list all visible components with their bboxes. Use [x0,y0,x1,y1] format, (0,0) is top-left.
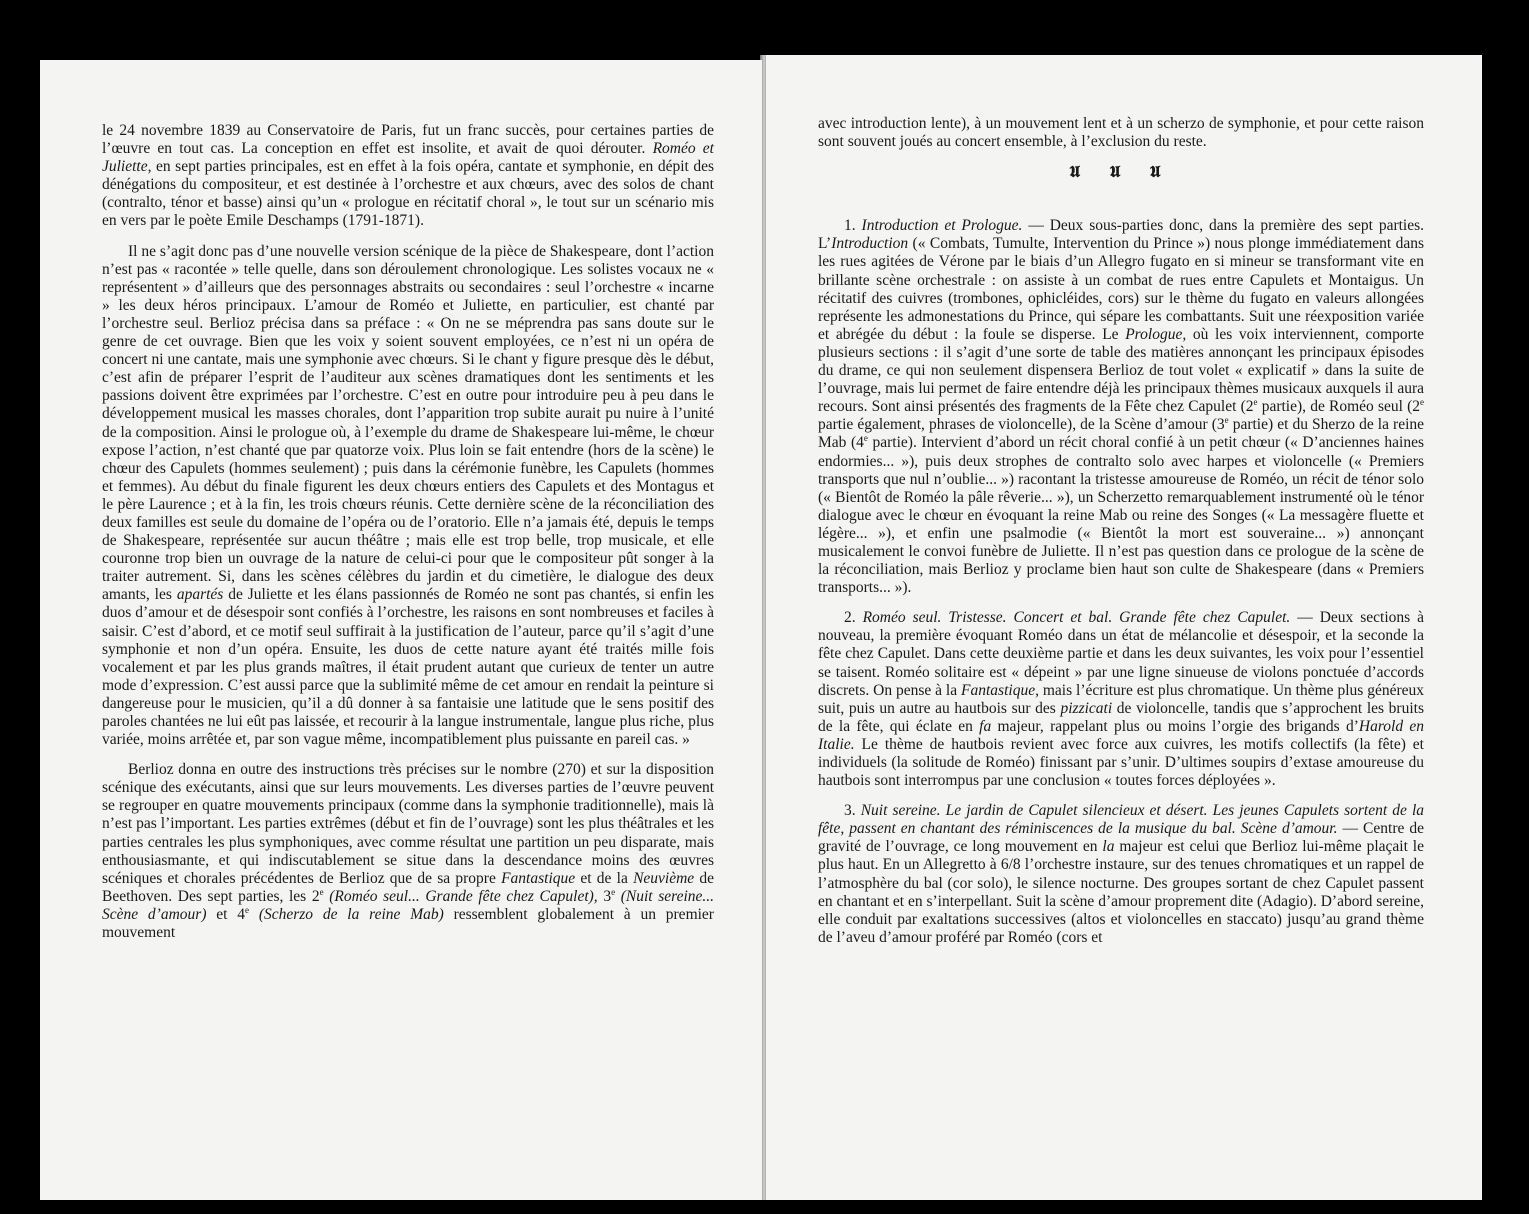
section-2: 2. Roméo seul. Tristesse. Concert et bal. Grande fête chez Capulet. — Deux sections à nouveau, la première évoquant Roméo dans un état de mélancolie et désespoir, et la seconde la fête chez Capulet. Dans cette deuxième partie et dans les deux suivantes, les voix pour l’essentiel se taisent. Roméo solitaire est « dépeint » par une ligne sinueuse de violons ponctuée d’accords discrets. On pense à la Fantastique, mais l’écriture est plus chromatique. Un thème plus généreux suit, puis un autre au hautbois sur des pizzicati de violoncelle, tandis que s’approchent les bruits de la fête, qui éclate en fa majeur, rappelant plus ou moins l’orgie des brigands d’Harold en Italie. Le thème de hautbois revient avec force aux cuivres, les motifs collectifs (la fête) et individuels (la solitude de Roméo) finissant par s’unir. D’ultimes soupirs d’extase amoureuse du hautbois sont interrompus par une conclusion « toutes forces déployées ». [818,609,1425,790]
left-text-column [102,122,714,954]
right-text-column [818,115,1424,959]
paragraph: le 24 novembre 1839 au Conservatoire de Paris, fut un franc succès, pour certaines parties de l’œuvre en tout cas. La conception en effet est insolite, et avait de quoi dérouter. Roméo et Juliette, en sept parties principales, est en effet à la fois opéra, cantate et symphonie, en dépit des dénégations du compositeur, et est destinée à l’orchestre et aux chœurs, avec des solos de chant (contralto, ténor et basse) ainsi qu’un « prologue en récitatif choral », le tout sur un scénario mis en vers par le poète Emile Deschamps (1791-1871). [102,122,715,230]
paragraph: Berlioz donna en outre des instructions très précises sur le nombre (270) et sur la disposition scénique des exécutants, ainsi que sur leurs mouvements. Les diverses parties de l’œuvre peuvent se regrouper en quatre mouvements principaux (comme dans la symphonie traditionnelle), mais là n’est pas l’important. Les parties extrêmes (début et fin de l’ouvrage) sont les plus théâtrales et les parties centrales les plus symphoniques, avec comme résultat une partition un peu disparate, mais enthousiasmante, et qui indiscutablement se situe dans la descendance moins des œuvres scéniques et chorales précédentes de Berlioz que de sa propre Fantastique et de la Neuvième de Beethoven. Des sept parties, les 2e (Roméo seul... Grande fête chez Capulet), 3e (Nuit sereine... Scène d’amour) et 4e (Scherzo de la reine Mab) ressemblent globalement à un premier mouvement [102,761,715,942]
section-3: 3. Nuit sereine. Le jardin de Capulet silencieux et désert. Les jeunes Capulets sortent de la fête, passent en chantant des réminiscences de la musique du bal. Scène d’amour. — Centre de gravité de l’ouvrage, ce long mouvement en la majeur est celui que Berlioz lui-même plaçait le plus haut. En un Allegretto à 6/8 l’orchestre instaure, sur des tenues chromatiques et un rappel de l’atmosphère du bal (cor solo), le silence nocturne. Des groupes sortant de chez Capulet passent en chantant et en s’interpellant. Suit la scène d’amour proprement dite (Adagio). D’abord sereine, elle conduit par exaltations successives (altos et violoncelles en staccato) jusqu’au grand thème de l’aveu d’amour proféré par Roméo (cors et [818,802,1425,946]
paragraph: avec introduction lente), à un mouvement lent et à un scherzo de symphonie, et pour cette raison sont souvent joués au concert ensemble, à l’exclusion du reste. [818,115,1424,151]
section-ornament: 𝖀 𝖀 𝖀 [1069,162,1173,182]
right-page [766,55,1482,1200]
left-page [40,60,762,1200]
section-1: 1. Introduction et Prologue. — Deux sous-parties donc, dans la première des sept parties. L’Introduction (« Combats, Tumulte, Intervention du Prince ») nous plonge immédiatement dans les rues agitées de Vérone par le biais d’un Allegro fugato en si mineur se transformant vite en brillante scène orchestrale : on assiste à un combat de rues entre Capulets et Montaigus. Un récitatif des cuivres (trombones, ophicléides, cors) sur le thème du fugato en valeurs allongées représente les admonestations du Prince, qui sépare les combattants. Suit une réexposition variée et abrégée du début : la foule se disperse. Le Prologue, où les voix interviennent, comporte plusieurs sections : il s’agit d’une sorte de table des matières annonçant les principaux épisodes du drame, ce qui non seulement dispensera Berlioz de tout volet « explicatif » dans la suite de l’ouvrage, mais lui permet de faire entendre déjà les principaux thèmes musicaux auxquels il aura recours. Sont ainsi présentés des fragments de la Fête chez Capulet (2e partie), de Roméo seul (2e partie également, phrases de violoncelle), de la Scène d’amour (3e partie) et du Sherzo de la reine Mab (4e partie). Intervient d’abord un récit choral confié à un petit chœur (« D’anciennes haines endormies... »), puis deux strophes de contralto solo avec harpes et violoncelle (« Premiers transports que nul n’oublie... ») racontant la tristesse amoureuse de Roméo, un récit de ténor solo (« Bientôt de Roméo la pâle rêverie... »), un Scherzetto remarquablement instrumenté où le ténor dialogue avec le chœur en évoquant la reine Mab ou reine des Songes (« La messagère fluette et légère... »), et enfin une psalmodie (« Bientôt la mort est souveraine... ») annonçant musicalement le convoi funèbre de Juliette. Il n’est pas question dans ce prologue de la scène de la réconciliation, mais Berlioz y proclame bien haut son culte de Shakespeare (dans « Premiers transports... »). [818,217,1425,597]
paragraph: Il ne s’agit donc pas d’une nouvelle version scénique de la pièce de Shakespeare, dont l’action n’est pas « racontée » telle quelle, dans son déroulement chronologique. Les solistes vocaux ne « représentent » d’ailleurs que des personnages abstraits ou secondaires : seul l’orchestre « incarne » les deux héros principaux. L’amour de Roméo et Juliette, en particulier, est chanté par l’orchestre seul. Berlioz précisa dans sa préface : « On ne se méprendra pas sans doute sur le genre de cet ouvrage. Bien que les voix y soient souvent employées, ce n’est ni un opéra de concert ni une cantate, mais une symphonie avec chœurs. Si le chant y figure presque dès le début, c’est afin de préparer l’esprit de l’auditeur aux scènes dramatiques dont les sentiments et les passions doivent être exprimées par l’orchestre. C’est en outre pour introduire peu à peu dans le développement musical les masses chorales, dont l’apparition trop subite aurait pu nuire à l’unité de la composition. Ainsi le prologue où, à l’exemple du drame de Shakespeare lui-même, le chœur expose l’action, n’est chanté que par quatorze voix. Plus loin se fait entendre (hors de la scène) le chœur des Capulets (hommes seulement) ; puis dans la cérémonie funèbre, les Capulets (hommes et femmes). Au début du finale figurent les deux chœurs entiers des Capulets et des Montagus et le père Laurence ; et à la fin, les trois chœurs réunis. Cette dernière scène de la réconciliation des deux familles est seule du domaine de l’opéra ou de l’oratorio. Elle n’a jamais été, depuis le temps de Shakespeare, représentée sur aucun théâtre ; mais elle est trop belle, trop musicale, et elle couronne trop bien un ouvrage de la nature de celui-ci pour que le compositeur pût songer à la traiter autrement. Si, dans les scènes célèbres du jardin et du cimetière, le dialogue des deux amants, les apartés de Juliette et les élans passionnés de Roméo ne sont pas chantés, si enfin les duos d’amour et de désespoir sont confiés à l’orchestre, les raisons en sont nombreuses et faciles à saisir. C’est d’abord, et ce motif seul suffirait à la justification de l’auteur, parce qu’il s’agit d’une symphonie et non d’un opéra. Ensuite, les duos de cette nature ayant été traités mille fois vocalement et par les plus grands maîtres, il était prudent autant que curieux de tenter un autre mode d’expression. C’est aussi parce que la sublimité même de cet amour en rendait la peinture si dangereuse pour le musicien, qu’il a dû donner à sa fantaisie une latitude que le sens positif des paroles chantées ne lui eût pas laissée, et recourir à la langue instrumentale, langue plus riche, plus variée, moins arrêtée et, par son vague même, incompatiblement plus puissante en pareil cas. » [102,242,714,749]
